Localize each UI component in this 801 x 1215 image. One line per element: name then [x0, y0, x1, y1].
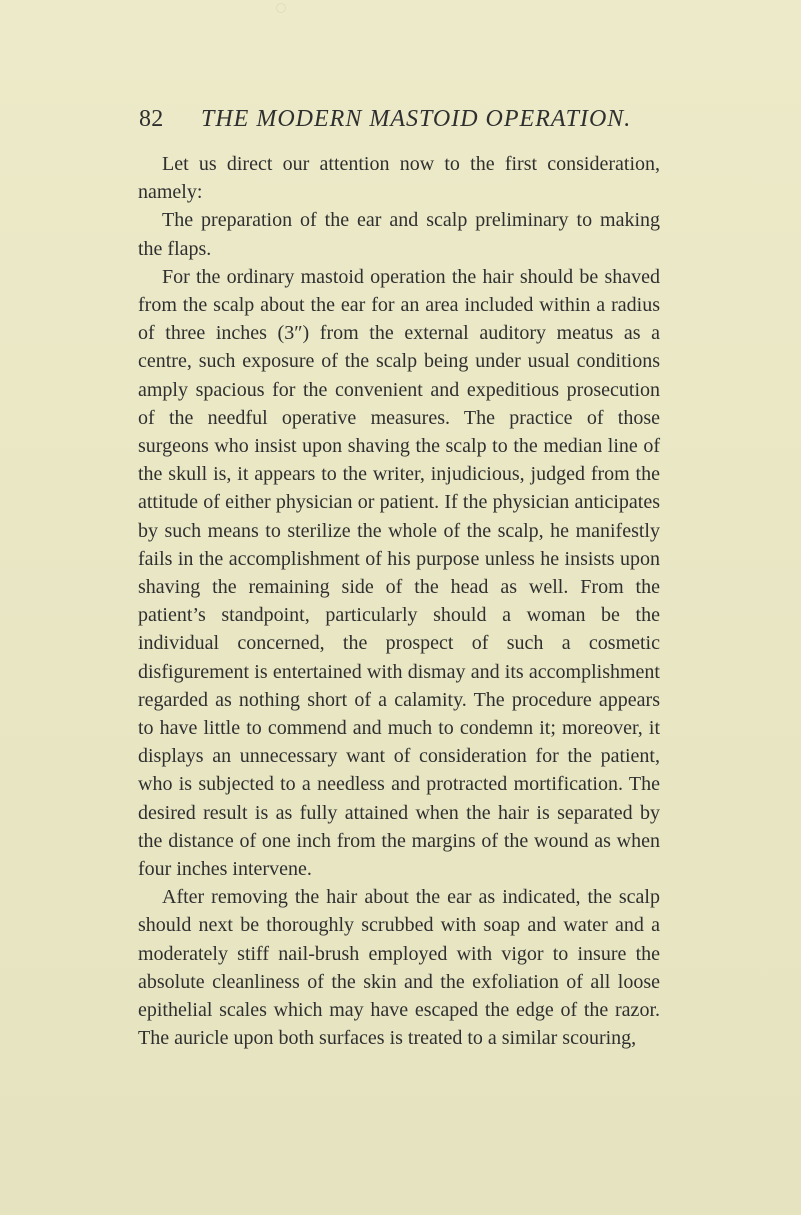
page-number: 82: [139, 106, 164, 132]
paragraph-1: Let us direct our attention now to the first consideration, namely:: [138, 153, 660, 204]
page-header: [139, 103, 659, 135]
paragraph-2: The preparation of the ear and scalp preliminary to making the flaps.: [138, 209, 660, 260]
paragraph-3: For the ordinary mastoid operation the hair should be shaved from the scalp about the ear for an area included within a radius of three inches (3″) from the external auditory meatus as a centre, such exposure of the scalp being under usual conditions amply spacious for the convenient and expeditious prosecution of the needful operative measures. The practice of those surgeons who insist upon shaving the scalp to the median line of the skull is, it appears to the writer, injudicious, judged from the attitude of either physician or patient. If the physician anticipates by such means to sterilize the whole of the scalp, he manifestly fails in the accomplishment of his purpose unless he insists upon shaving the remaining side of the head as well. From the patient’s standpoint, particularly should a woman be the individual concerned, the prospect of such a cosmetic disfigurement is entertained with dismay and its accomplishment regarded as nothing short of a calamity. The procedure appears to have little to commend and much to condemn it; moreover, it displays an unnecessary want of consideration for the patient, who is subjected to a needless and protracted mortification. The desired result is as fully attained when the hair is separated by the distance of one inch from the margins of the wound as when four inches intervene.: [138, 265, 660, 881]
paragraph-4: After removing the hair about the ear as indicated, the scalp should next be thoroughly scrubbed with soap and water and a moderately stiff nail-brush employed with vigor to insure the absolute cleanliness of the skin and the exfoliation of all loose epithelial scales which may have escaped the edge of the razor. The auricle upon both surfaces is treated to a similar scouring,: [138, 886, 660, 1050]
page-mark: [276, 3, 286, 13]
running-title: THE MODERN MASTOID OPERATION.: [201, 106, 632, 132]
body-text: [138, 150, 660, 1053]
